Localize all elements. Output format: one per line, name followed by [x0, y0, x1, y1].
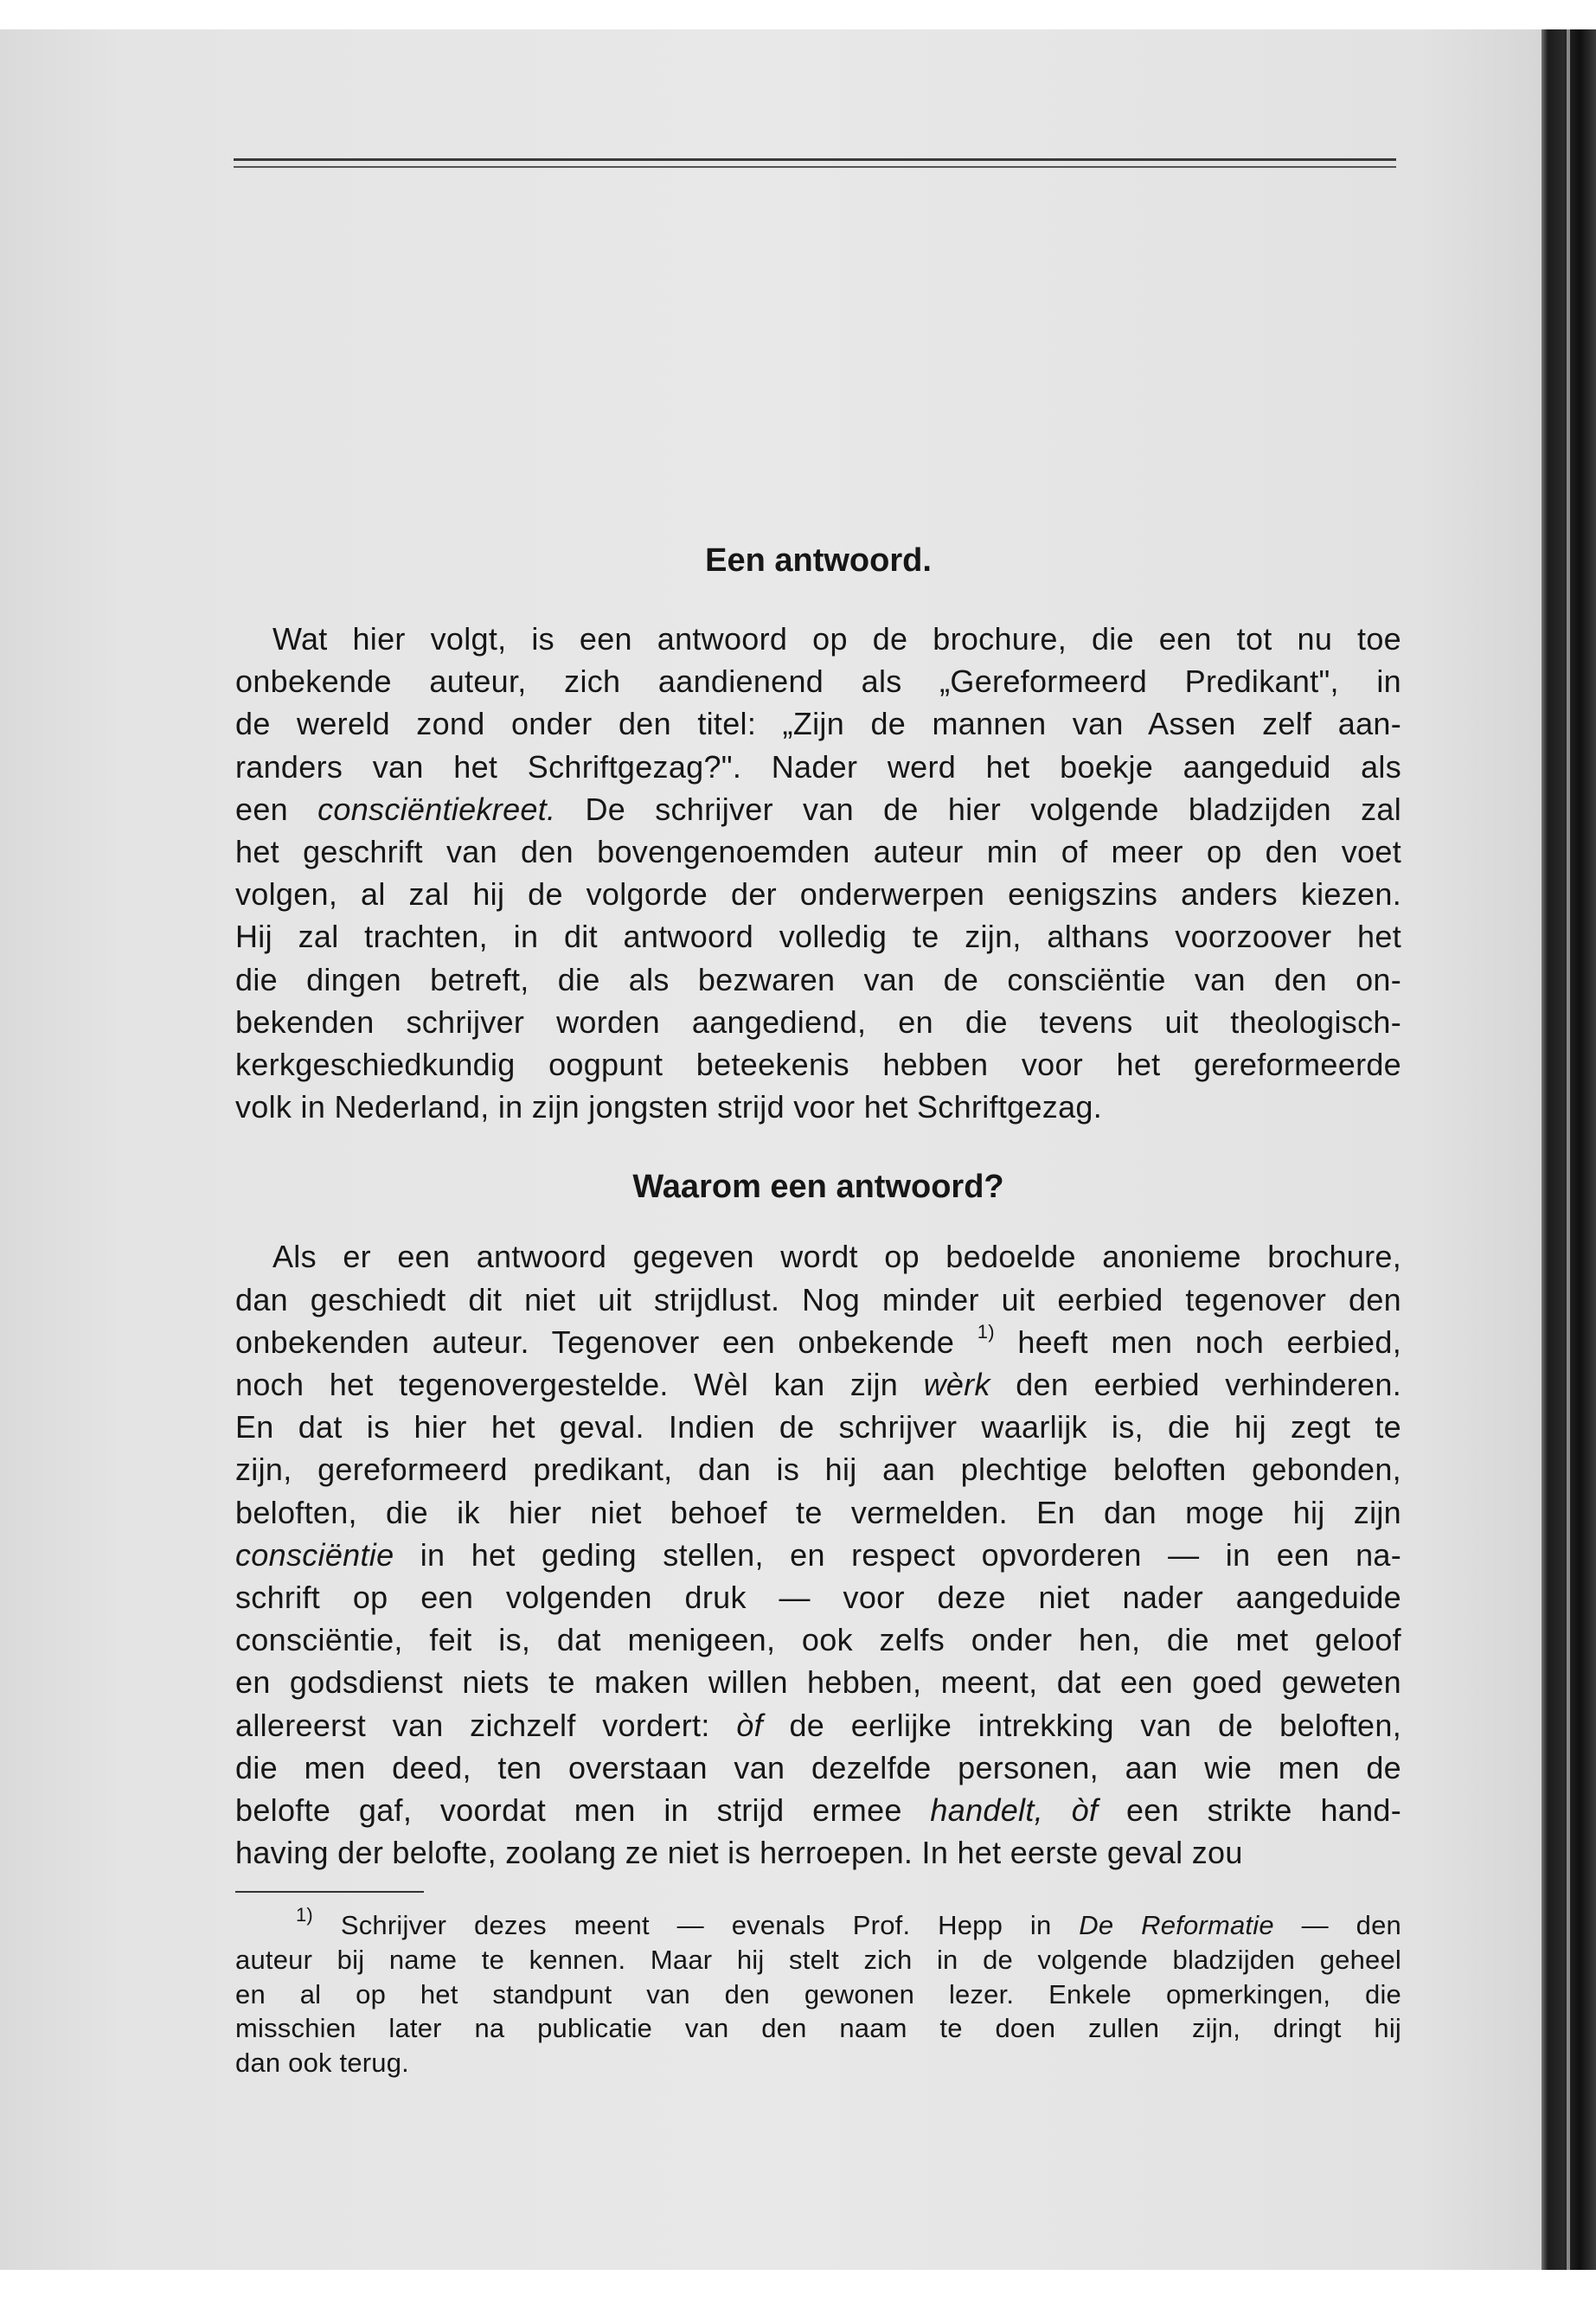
- footnote-rule: [235, 1891, 424, 1893]
- text-line: dan geschiedt dit niet uit strijdlust. Nog minder uit eerbied tegenover den: [235, 1281, 1401, 1317]
- text-line: consciëntie, feit is, dat menigeen, ook zelfs onder hen, die met geloof: [235, 1622, 1401, 1658]
- text-line: onbekende auteur, zich aandienend als „Gereformeerd Predikant", in: [235, 663, 1401, 700]
- text-line: randers van het Schriftgezag?". Nader werd het boekje aangeduid als: [235, 748, 1401, 785]
- text-line: zijn, gereformeerd predikant, dan is hij aan plechtige beloften gebonden,: [235, 1452, 1401, 1488]
- text-line: Als er een antwoord gegeven wordt op bedoelde anonieme brochure,: [272, 1239, 1401, 1275]
- text-line: dan ook terug.: [235, 2047, 410, 2078]
- text-line: consciëntie in het geding stellen, en respect opvorderen — in een na-: [235, 1536, 1401, 1573]
- body-text: [235, 536, 1401, 2080]
- header-rule: [234, 158, 1396, 161]
- text-line: misschien later na publicatie van den naam te doen zullen zijn, dringt hij: [235, 2013, 1401, 2044]
- text-line: het geschrift van den bovengenoemden auteur min of meer op den voet: [235, 834, 1401, 870]
- text-line: auteur bij name te kennen. Maar hij stelt zich in de volgende bladzijden geheel: [235, 1945, 1401, 1976]
- text-line: de wereld zond onder den titel: „Zijn de mannen van Assen zelf aan-: [235, 706, 1401, 742]
- text-line: noch het tegenovergestelde. Wèl kan zijn wèrk den eerbied verhinderen.: [235, 1367, 1401, 1403]
- paragraph-introduction: [235, 618, 1401, 1128]
- text-line: En dat is hier het geval. Indien de schrijver waarlijk is, die hij zegt te: [235, 1409, 1401, 1445]
- text-line: en al op het standpunt van den gewonen lezer. Enkele opmerkingen, die: [235, 1978, 1401, 2009]
- paragraph-waarom: [235, 1235, 1401, 1874]
- text-line: allereerst van zichzelf vordert: òf de eerlijke intrekking van de beloften,: [235, 1707, 1401, 1743]
- text-line: kerkgeschiedkundig oogpunt beteekenis hebben voor het gereformeerde: [235, 1047, 1401, 1083]
- text-line: volk in Nederland, in zijn jongsten strijd voor het Schriftgezag.: [235, 1089, 1103, 1125]
- text-line: schrift op een volgenden druk — voor deze niet nader aangeduide: [235, 1580, 1401, 1616]
- text-line: bekenden schrijver worden aangediend, en die tevens uit theologisch-: [235, 1003, 1401, 1040]
- text-line: Hij zal trachten, in dit antwoord volledig te zijn, althans voorzoover het: [235, 919, 1401, 955]
- header-rule-secondary: [234, 166, 1396, 168]
- footnote: [235, 1904, 1401, 2080]
- text-line: beloften, die ik hier niet behoef te vermelden. En dan moge hij zijn: [235, 1494, 1401, 1530]
- text-line: onbekenden auteur. Tegenover een onbekende $^{1)}$ heeft men noch eerbied,: [235, 1320, 1402, 1360]
- section-heading-een-antwoord: Een antwoord.: [705, 542, 932, 579]
- text-line: Wat hier volgt, is een antwoord op de brochure, die een tot nu toe: [272, 621, 1401, 657]
- book-spine-edge: [1567, 29, 1570, 2270]
- section-heading-waarom: Waarom een antwoord?: [632, 1169, 1004, 1206]
- text-line: volgen, al zal hij de volgorde der onderwerpen eenigszins anders kiezen.: [235, 876, 1401, 913]
- text-line: $^{1)}$ Schrijver dezes meent — evenals Prof. Hepp in De Reformatie — den: [296, 1904, 1401, 1941]
- text-line: belofte gaf, voordat men in strijd ermee handelt, òf een strikte hand-: [235, 1792, 1402, 1829]
- text-line: die dingen betreft, die als bezwaren van de consciëntie van den on-: [235, 961, 1401, 997]
- text-line: en godsdienst niets te maken willen hebben, meent, dat een goed geweten: [235, 1664, 1401, 1701]
- text-line: die men deed, ten overstaan van dezelfde personen, aan wie men de: [235, 1749, 1401, 1785]
- text-line: having der belofte, zoolang ze niet is herroepen. In het eerste geval zou: [235, 1835, 1243, 1871]
- text-line: een consciëntiekreet. De schrijver van de hier volgende bladzijden zal: [235, 791, 1401, 827]
